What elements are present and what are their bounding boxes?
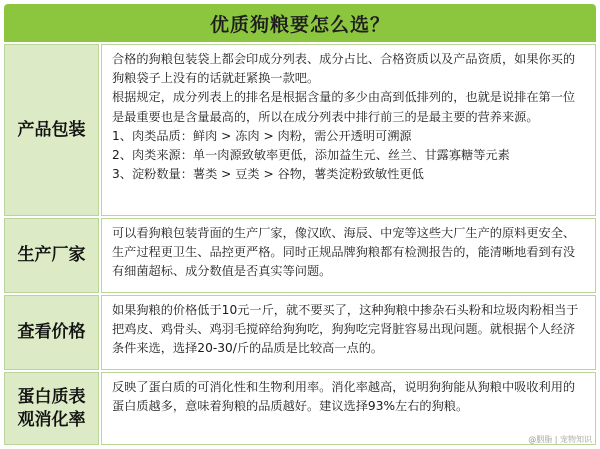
list-item: 3、淀粉数量：薯类 > 豆类 > 谷物，薯类淀粉致敏性更低 — [112, 167, 424, 182]
section-body — [101, 295, 596, 370]
section-body — [101, 372, 596, 445]
section-price — [4, 295, 596, 370]
section-paragraph: 根据规定，成分列表上的排名是根据含量的多少由高到低排列的，也就是说排在第一位是最重要也是含量最高的，所以在成分列表中排行前三的是最主要的营养来源。 — [112, 90, 576, 124]
section-label — [4, 44, 99, 216]
section-label — [4, 295, 99, 370]
section-manufacturer — [4, 218, 596, 293]
list-item: 2、肉类来源：单一肉源致敏率更低，添加益生元、丝兰、甘露寡糖等元素 — [112, 148, 510, 163]
section-paragraph: 可以看狗粮包装背面的生产厂家，像汉欧、海辰、中宠等这些大厂生产的原料更安全、生产过程更卫生、品控更严格。同时正规品牌狗粮都有检测报告的，能清晰地看到有没有细菌超标、成分数值是否真实等问题。 — [112, 226, 576, 279]
section-paragraph: 合格的狗粮包装袋上都会印成分列表、成分占比、合格资质以及产品资质，如果你买的狗粮袋子上没有的话就赶紧换一款吧。 — [112, 52, 576, 86]
section-label — [4, 372, 99, 445]
section-packaging — [4, 44, 596, 216]
section-label — [4, 218, 99, 293]
section-label-line: 蛋白质表 — [17, 386, 86, 407]
section-label-line: 查看价格 — [17, 322, 86, 343]
list-item: 1、肉类品质：鲜肉 > 冻肉 > 肉粉，需公开透明可溯源 — [112, 128, 412, 143]
section-label-line: 生产厂家 — [17, 245, 86, 266]
section-body — [101, 218, 596, 293]
section-body — [101, 44, 596, 216]
section-protein — [4, 372, 596, 445]
section-label-line: 观消化率 — [17, 409, 86, 430]
title-bar — [4, 4, 596, 42]
watermark: @胭脂 | 宠物知识 — [528, 435, 592, 444]
section-paragraph: 反映了蛋白质的可消化性和生物利用率。消化率越高，说明狗狗能从狗粮中吸收利用的蛋白质越多，意味着狗粮的品质越好。建议选择93%左右的狗粮。 — [112, 380, 576, 414]
page-title: 优质狗粮要怎么选？ — [209, 13, 390, 36]
section-label-line: 产品包装 — [17, 119, 86, 140]
section-paragraph: 如果狗粮的价格低于10元一斤，就不要买了，这种狗粮中掺杂石头粉和垃圾肉粉相当于把鸡皮、鸡骨头、鸡羽毛搅碎给狗狗吃，狗狗吃完肾脏容易出现问题。就根据个人经济条件来选，选择20-30/斤的品质是比较高一点的。 — [112, 303, 579, 356]
